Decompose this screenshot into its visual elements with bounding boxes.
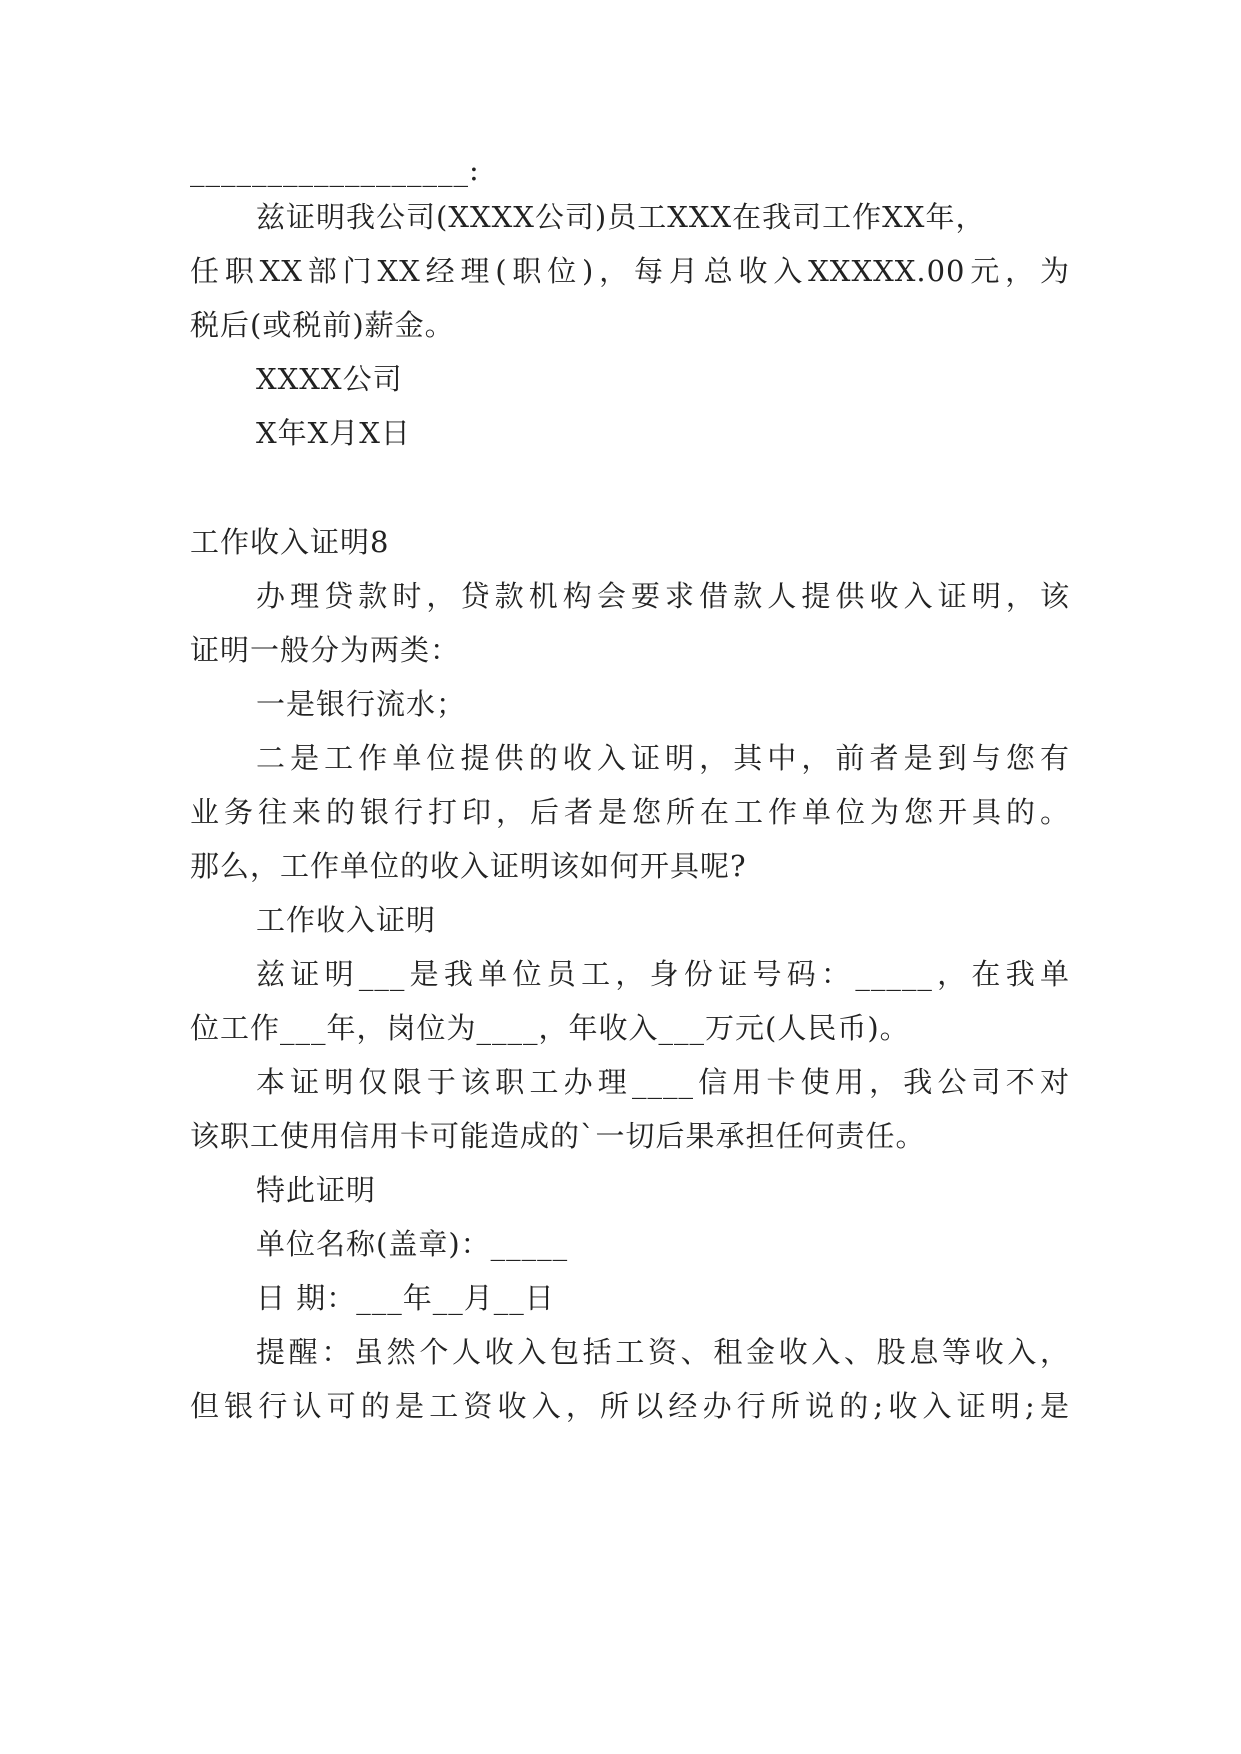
paragraph-line: 那么，工作单位的收入证明该如何开具呢? [190,849,747,883]
paragraph-line: 二是工作单位提供的收入证明，其中，前者是到与您有 [256,741,1070,775]
paragraph-line: 兹证明___是我单位员工，身份证号码：_____，在我单 [256,957,1070,991]
paragraph-line: 提醒：虽然个人收入包括工资、租金收入、股息等收入， [256,1335,1070,1369]
paragraph-line: 业务往来的银行打印，后者是您所在工作单位为您开具的。 [190,795,1070,829]
certificate-title: 工作收入证明 [256,903,437,937]
paragraph-line: 办理贷款时，贷款机构会要求借款人提供收入证明，该 [256,579,1070,613]
company-signature: XXXX公司 [256,362,403,396]
paragraph-line: 位工作___年，岗位为____，年收入___万元(人民币)。 [190,1011,910,1045]
paragraph-line: 税后(或税前)薪金。 [190,308,455,342]
unit-name-seal-line: 单位名称(盖章)：_____ [256,1227,569,1261]
section-heading: 工作收入证明8 [190,525,390,559]
list-item: 一是银行流水； [256,687,467,721]
paragraph-line: 本证明仅限于该职工办理____信用卡使用，我公司不对 [256,1065,1070,1099]
addressee-blank-line: __________________: [190,153,480,187]
paragraph-line: 但银行认可的是工资收入，所以经办行所说的;收入证明;是 [190,1389,1070,1423]
date-line: 日 期：___年__月__日 [256,1281,555,1315]
paragraph-line: 证明一般分为两类： [190,633,461,667]
paragraph-line: 任职XX部门XX经理(职位)，每月总收入XXXXX.00元，为 [190,254,1070,288]
paragraph-line: 该职工使用信用卡可能造成的`一切后果承担任何责任。 [190,1119,926,1153]
signature-date: X年X月X日 [256,416,411,450]
closing-line: 特此证明 [256,1173,377,1207]
paragraph-line: 兹证明我公司(XXXX公司)员工XXX在我司工作XX年， [256,200,986,234]
